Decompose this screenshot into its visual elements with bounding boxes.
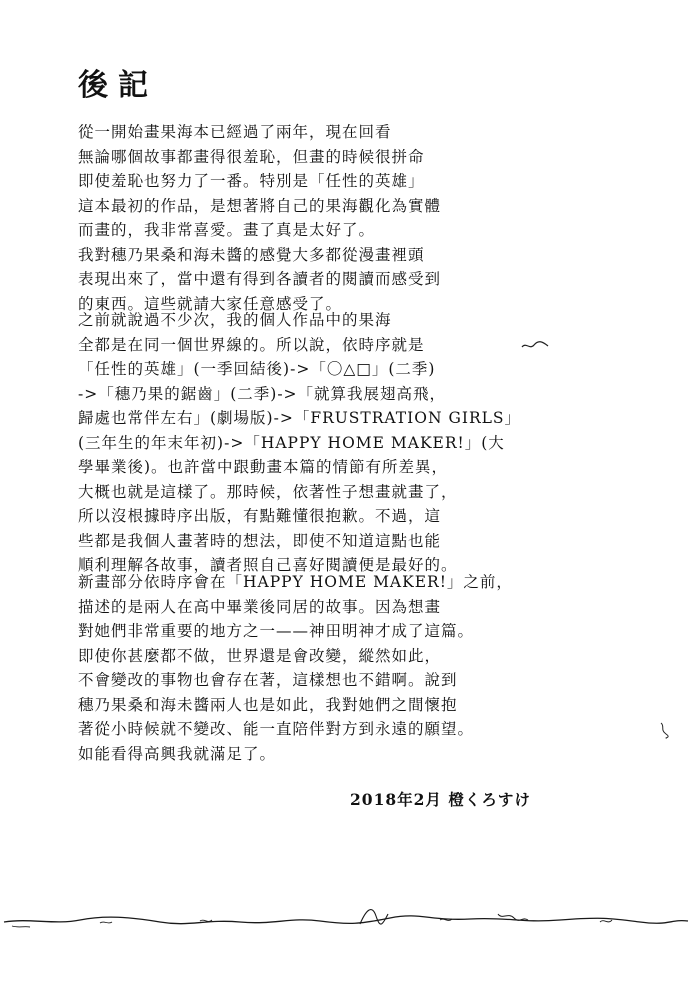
text-line: 學畢業後)。也許當中跟動畫本篇的情節有所差異， — [78, 458, 449, 476]
text-line: 全都是在同一個世界線的。所以說，依時序就是 — [78, 335, 425, 354]
text-line: 而畫的，我非常喜愛。畫了真是太好了。 — [78, 221, 376, 239]
text-line: 對她們非常重要的地方之一——神田明神才成了這篇。 — [78, 622, 475, 640]
text-line: 大概也就是這樣了。那時候，依著性子想畫就畫了， — [78, 482, 458, 501]
paragraph-2 — [78, 308, 638, 578]
text-line: 穗乃果桑和海未醬兩人也是如此，我對她們之間懷抱 — [78, 695, 458, 714]
text-line: 順利理解各故事，讀者照自己喜好閱讀便是最好的。 — [78, 556, 458, 574]
bottom-scribble-line — [0, 896, 690, 946]
page-title: 後記 — [78, 68, 158, 103]
text-line: 無論哪個故事都畫得很羞恥，但畫的時候很拼命 — [78, 147, 425, 166]
text-line: 我對穗乃果桑和海未醬的感覺大多都從漫畫裡頭 — [78, 245, 425, 264]
text-line: 些都是我個人畫著時的想法，即使不知道這點也能 — [78, 531, 442, 550]
text-line: 這本最初的作品，是想著將自己的果海觀化為實體 — [78, 196, 442, 215]
text-line: (三年生的年末年初)->「HAPPY HOME MAKER!」(大 — [78, 433, 505, 452]
text-line: 歸處也常伴左右」(劇場版)->「FRUSTRATION GIRLS」 — [78, 409, 522, 427]
signature: 2018年2月 橙くろすけ — [350, 790, 531, 809]
text-line: 的東西。這些就請大家任意感受了。 — [78, 294, 343, 313]
text-line: 所以沒根據時序出版，有點難懂很抱歉。不過，這 — [78, 507, 442, 525]
margin-scribble-mark — [658, 720, 670, 740]
text-line: 即使羞恥也努力了一番。特別是「任性的英雄」 — [78, 172, 425, 190]
text-line: 「任性的英雄」(一季回結後)->「〇△□」(二季) — [78, 360, 436, 378]
text-line: 如能看得高興我就滿足了。 — [78, 744, 277, 763]
paragraph-3 — [78, 570, 638, 766]
text-line: 之前就說過不少次，我的個人作品中的果海 — [78, 311, 392, 329]
paragraph-1 — [78, 120, 638, 316]
text-line: 表現出來了，當中還有得到各讀者的閱讀而感受到 — [78, 270, 442, 288]
text-line: 從一開始畫果海本已經過了兩年，現在回看 — [78, 123, 392, 141]
text-line: 描述的是兩人在高中畢業後同居的故事。因為想畫 — [78, 597, 442, 616]
text-line: ->「穗乃果的鋸齒」(二季)->「就算我展翅高飛， — [78, 384, 447, 403]
text-line: 新畫部分依時序會在「HAPPY HOME MAKER!」之前， — [78, 573, 513, 591]
text-line: 即使你甚麼都不做，世界還是會改變，縱然如此， — [78, 646, 442, 665]
text-line: 著從小時候就不變改、能一直陪伴對方到永遠的願望。 — [78, 720, 475, 738]
text-line: 不會變改的事物也會存在著，這樣想也不錯啊。說到 — [78, 671, 458, 689]
